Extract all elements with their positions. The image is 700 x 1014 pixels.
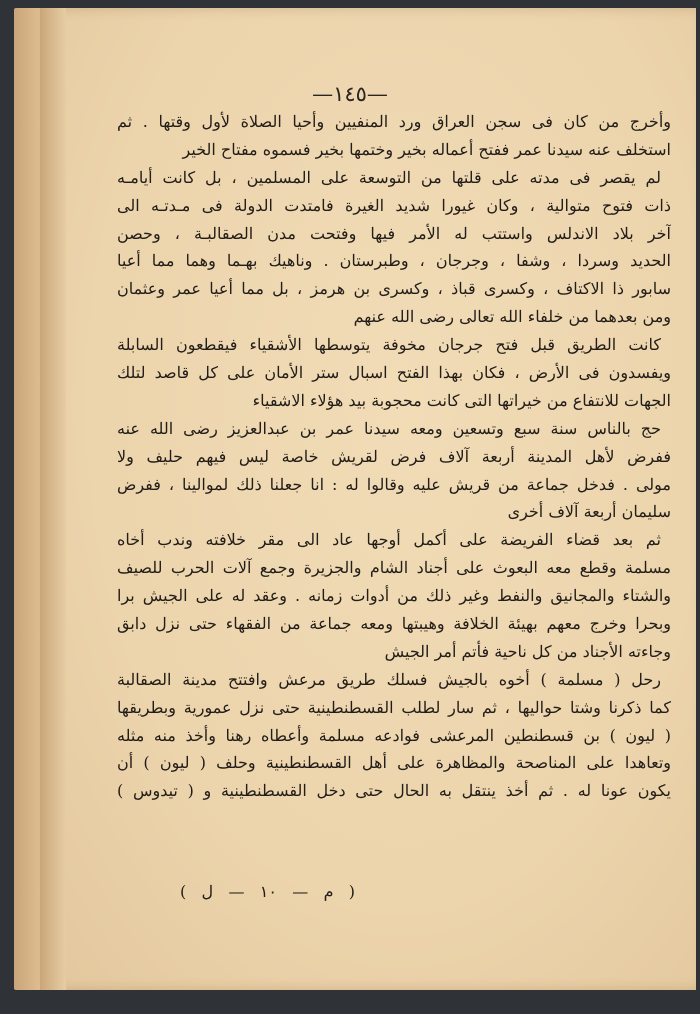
text-line: لم يقصر فى مدته على قلتها من التوسعة على المسلمين ، بل كانت أيامـه xyxy=(117,167,661,187)
binding-gutter xyxy=(40,8,66,990)
text-line: والشتاء والمجانيق والنفط وغير ذلك من أدوات زمانه . وعقد له على الجيش برا xyxy=(117,586,671,606)
paragraph-4 xyxy=(117,415,671,527)
text-line: استخلف عنه سيدنا عمر ففتح أعماله بخير وختمها بخير فسموه مفتاح الخير xyxy=(182,139,671,159)
paragraph-1 xyxy=(117,108,671,164)
text-line: ثم بعد قضاء الفريضة على أكمل أوجها عاد الى مقر خلافته وندب أخاه xyxy=(117,530,661,550)
text-line: ( ليون ) بن قسطنطين المرعشى فوادعه مسلمة وأعطاه رهنا وأخذ منه مثله xyxy=(117,725,671,745)
text-line: يكون عونا له . ثم أخذ ينتقل به الحال حتى دخل القسطنطينية و ( تيدوس ) xyxy=(117,781,671,801)
text-line: وتعاهدا على المناصحة والمظاهرة على أهل القسطنطينية وحلف ( ليون ) أن xyxy=(117,753,671,773)
text-line: حج بالناس سنة سبع وتسعين ومعه سيدنا عمر بن عبدالعزيز رضى الله عنه xyxy=(117,418,661,438)
paragraph-3 xyxy=(117,331,671,415)
printer-signature-mark: ( م — ١٠ — ل ) xyxy=(180,882,356,901)
text-line: وبحرا وخرج معهم بهيئة الخلافة وهيبتها ومعه جماعة من الفقهاء حتى نزل دابق xyxy=(117,614,671,634)
text-line: وأخرج من كان فى سجن العراق ورد المنفيين وأحيا الصلاة لأول وقتها . ثم xyxy=(117,112,671,131)
text-line: ومن بعدهما من خلفاء الله تعالى رضى الله عنهم xyxy=(353,307,671,327)
text-line: كما ذكرنا وشتا حواليها ، ثم سار لطلب القسطنطينية حتى نزل عمورية وبطريقها xyxy=(117,697,671,717)
paragraph-2 xyxy=(117,164,671,331)
text-line: سليمان أربعة آلاف أخرى xyxy=(507,502,671,522)
text-line: وجاءته الأجناد من كل ناحية فأتم أمر الجيش xyxy=(384,641,671,661)
text-line: رحل ( مسلمة ) أخوه بالجيش فسلك طريق مرعش وافتتح مدينة الصقالبة xyxy=(117,669,661,689)
text-line: ففرض لأهل المدينة أربعة آلاف فرض لقريش خاصة ليس فيهم حليف ولا xyxy=(117,446,671,466)
text-line: سابور ذا الاكتاف ، وكسرى قباذ ، وكسرى بن هرمز ، بل مما أعيا عمر وعثمان xyxy=(117,279,671,299)
text-line: مولى . فدخل جماعة من قريش عليه وقالوا له : انا جعلنا ذلك لموالينا ، ففرض xyxy=(117,474,671,494)
page-number: —١٤٥— xyxy=(312,82,388,106)
text-line: مسلمة وقطع معه البعوث على أجناد الشام والجزيرة وجمع آلات الحرب للصيف xyxy=(117,558,671,578)
text-line: آخر بلاد الاندلس واستتب له الأمر فيها وفتحت مدن الصقالبـة ، وحصن xyxy=(117,223,671,243)
paragraph-6 xyxy=(117,666,671,805)
text-line: الحديد وسردا ، وشفا ، وجرجان ، وطبرستان . وناهيك بهـما وهما مما أعيا xyxy=(117,251,671,271)
text-line: كانت الطريق قبل فتح جرجان مخوفة يتوسطها الأشقياء فيقطعون السابلة xyxy=(117,335,662,355)
text-line: ذات فتوح متوالية ، وكان غيورا شديد الغيرة فامتدت الدولة فى مـدتـه الى xyxy=(117,195,671,215)
text-line: ويفسدون فى الأرض ، فكان بهذا الفتح اسبال ستر الأمان على كل قاصد لتلك xyxy=(117,363,671,383)
body-text xyxy=(117,108,671,805)
paragraph-5 xyxy=(117,526,671,665)
text-line: الجهات للانتفاع من خيراتها التى كانت محجوبة بيد هؤلاء الاشقياء xyxy=(252,390,671,410)
